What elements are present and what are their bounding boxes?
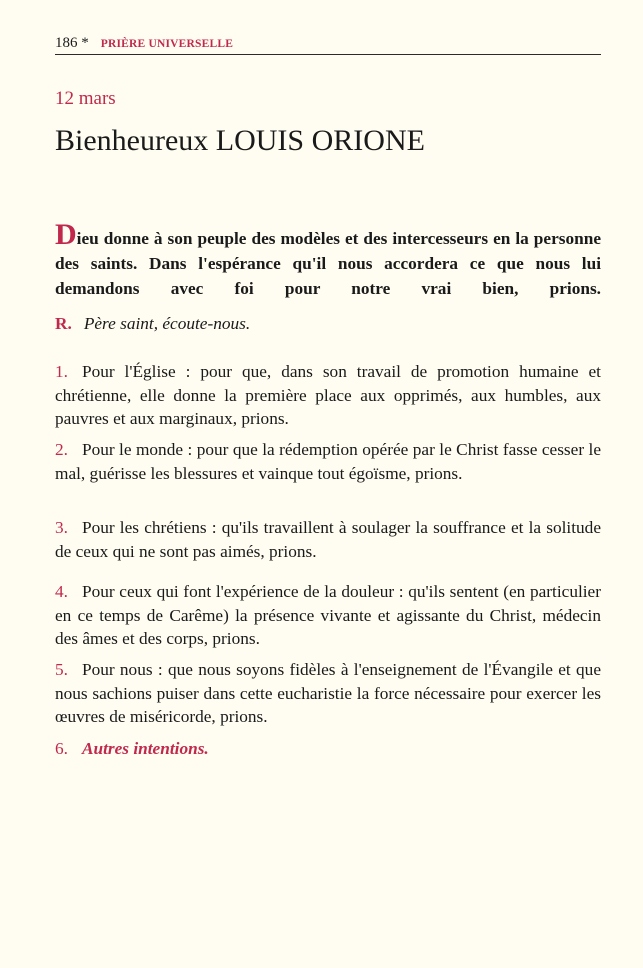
introduction-paragraph [55,218,601,301]
response-symbol: R. [55,314,72,333]
intention-item [55,438,601,485]
page-number: 186 * [55,35,89,51]
intention-number: 6. [55,739,68,758]
intention-text: Pour ceux qui font l'expérience de la douleur : qu'ils sentent (en particulier en ce temps de Carême) la présence vivante et agissante du Christ, médecin des âmes et des corps, prions. [55,582,601,648]
intention-item [55,360,601,431]
response-line [55,314,250,334]
page-title: Bienheureux LOUIS ORIONE [55,124,425,157]
intention-text: Pour nous : que nous soyons fidèles à l'enseignement de l'Évangile et que nous sachions puiser dans cette eucharistie la force nécessaire pour exercer les œuvres de miséricorde, prions. [55,660,601,726]
response-text: Père saint, écoute-nous. [83,314,251,333]
section-title: PRIÈRE UNIVERSELLE [100,38,234,50]
intention-item [55,739,209,759]
intention-text: Pour les chrétiens : qu'ils travaillent à soulager la souffrance et la solitude de ceux qui ne sont pas aimés, prions. [55,518,601,561]
intention-item [55,516,601,563]
feast-date: 12 mars [55,88,116,109]
intention-number: 5. [55,660,68,679]
intention-number: 3. [55,518,68,537]
intention-item [55,580,601,651]
other-intentions-label: Autres intentions. [81,739,209,758]
introduction-text: ieu donne à son peuple des modèles et des intercesseurs en la personne des saints. Dans l'espérance qu'il nous accordera ce que nous lui demandons avec foi pour notre vrai bien, prions. [55,229,601,298]
intention-number: 2. [55,440,68,459]
intention-number: 1. [55,362,68,381]
running-header [55,34,601,55]
intention-number: 4. [55,582,68,601]
intention-text: Pour le monde : pour que la rédemption opérée par le Christ fasse cesser le mal, guérisse les blessures et vainque tout égoïsme, prions. [55,440,601,483]
intention-text: Pour l'Église : pour que, dans son travail de promotion humaine et chrétienne, elle donne la première place aux opprimés, aux humbles, aux pauvres et aux marginaux, prions. [55,362,601,428]
drop-cap: D [55,218,77,251]
intention-item [55,658,601,729]
